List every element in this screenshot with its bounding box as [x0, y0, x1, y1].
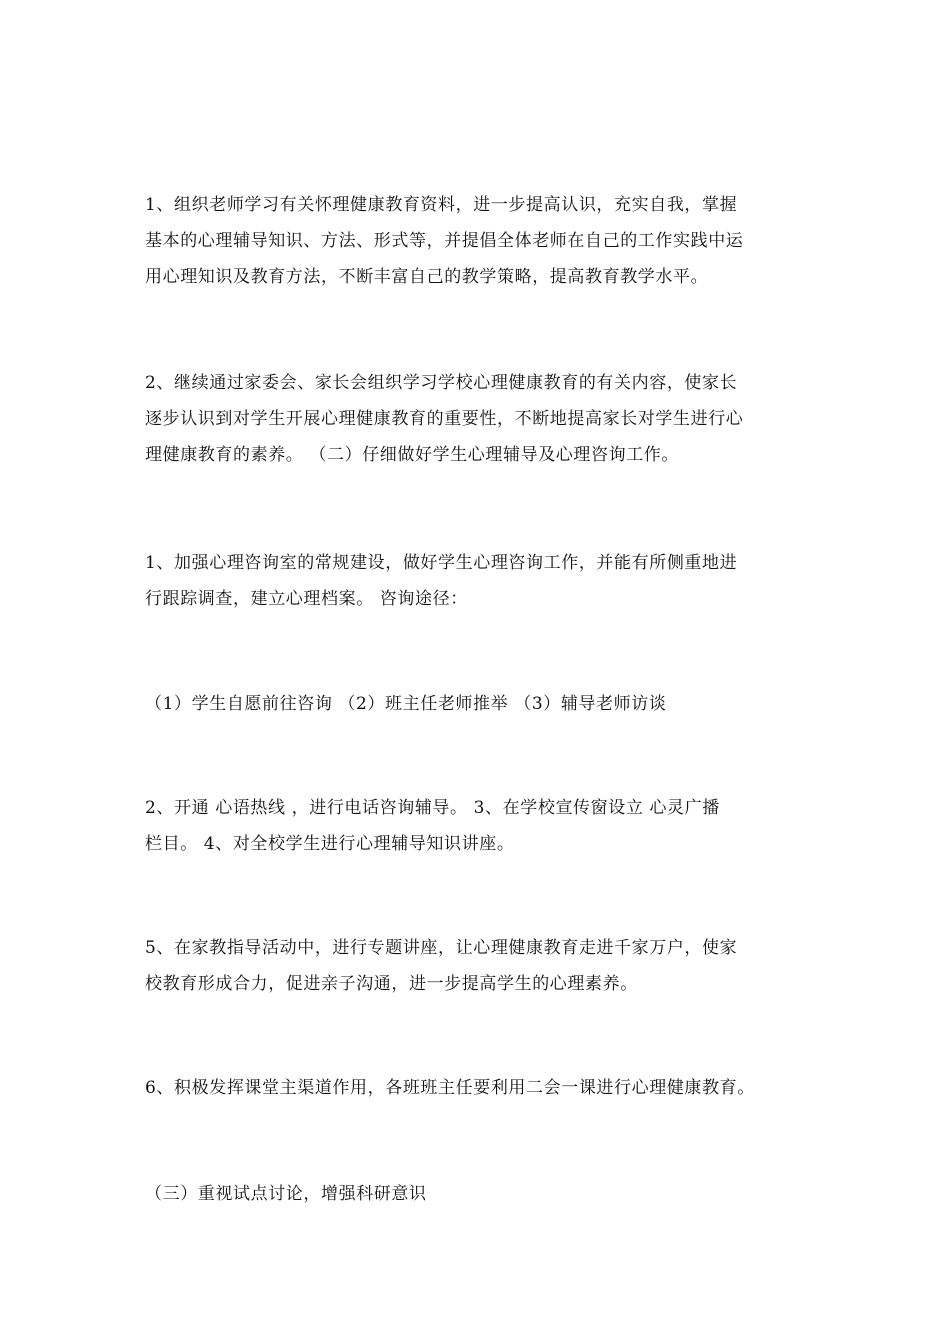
paragraph-hotline-broadcast — [145, 790, 805, 862]
text-line: 2、继续通过家委会、家长会组织学习学校心理健康教育的有关内容，使家长 — [145, 373, 738, 393]
text-line: 基本的心理辅导知识、方法、形式等，并提倡全体老师在自己的工作实践中运 — [145, 231, 744, 251]
paragraph-teacher-training — [145, 187, 805, 295]
text-line: （1）学生自愿前往咨询 （2）班主任老师推举 （3）辅导老师访谈 — [145, 694, 667, 714]
paragraph-counseling-channels — [145, 686, 805, 722]
paragraph-classroom-channel — [145, 1070, 805, 1106]
text-line: 1、组织老师学习有关怀理健康教育资料，进一步提高认识，充实自我，掌握 — [145, 195, 738, 215]
text-line: 逐步认识到对学生开展心理健康教育的重要性，不断地提高家长对学生进行心 — [145, 409, 744, 429]
text-line: （三）重视试点讨论，增强科研意识 — [145, 1184, 427, 1204]
text-line: 校教育形成合力，促进亲子沟通，进一步提高学生的心理素养。 — [145, 974, 638, 994]
text-line: 栏目。 4、对全校学生进行心理辅导知识讲座。 — [145, 834, 515, 854]
text-line: 2、开通 心语热线 ，进行电话咨询辅导。 3、在学校宣传窗设立 心灵广播 — [145, 798, 720, 818]
text-line: 行跟踪调查，建立心理档案。 咨询途径： — [145, 589, 468, 609]
paragraph-parent-education — [145, 365, 805, 473]
paragraph-counseling-room — [145, 545, 805, 617]
section-heading-research — [145, 1176, 805, 1212]
text-line: 6、积极发挥课堂主渠道作用，各班班主任要利用二会一课进行心理健康教育。 — [145, 1078, 755, 1098]
text-line: 用心理知识及教育方法，不断丰富自己的教学策略，提高教育教学水平。 — [145, 267, 709, 287]
text-line: 5、在家教指导活动中，进行专题讲座，让心理健康教育走进千家万户，使家 — [145, 938, 738, 958]
text-line: 1、加强心理咨询室的常规建设，做好学生心理咨询工作，并能有所侧重地进 — [145, 553, 738, 573]
text-line: 理健康教育的素养。 （二）仔细做好学生心理辅导及心理咨询工作。 — [145, 445, 680, 465]
paragraph-family-guidance — [145, 930, 805, 1002]
